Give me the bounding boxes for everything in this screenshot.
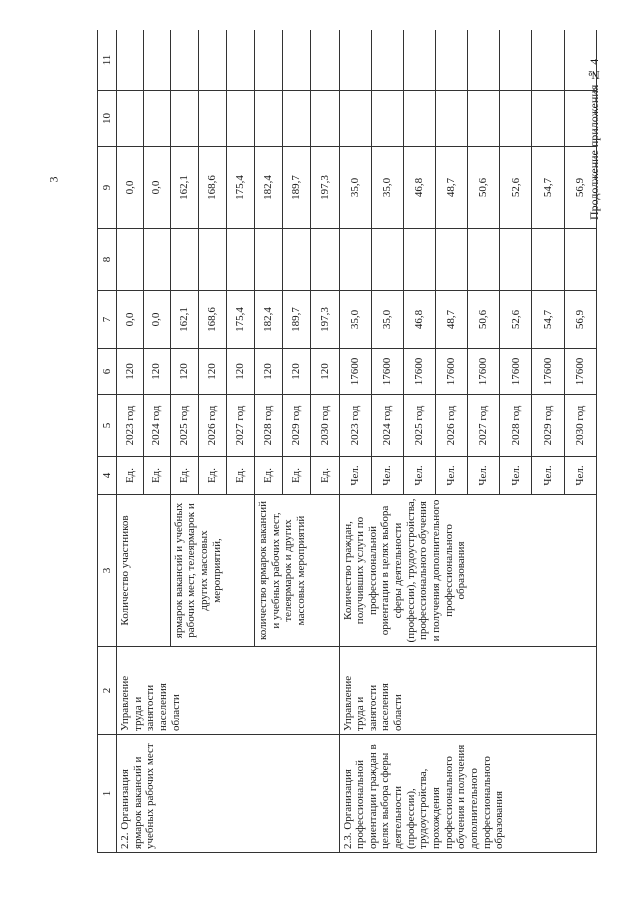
unit-cell: Чел. xyxy=(403,457,435,495)
value-cell: 120 xyxy=(198,349,226,395)
empty-cell xyxy=(198,30,226,91)
empty-cell xyxy=(564,30,596,91)
empty-cell xyxy=(436,91,468,147)
header-cell: 11 xyxy=(98,30,117,91)
value-cell: 0,0 xyxy=(143,291,170,349)
empty-cell xyxy=(311,91,339,147)
empty-cell xyxy=(198,91,226,147)
value-cell: 35,0 xyxy=(371,147,403,229)
value-cell: 168,6 xyxy=(198,147,226,229)
empty-cell xyxy=(283,30,311,91)
value-cell: 162,1 xyxy=(170,147,198,229)
empty-cell xyxy=(500,30,532,91)
unit-cell: Ед. xyxy=(283,457,311,495)
empty-cell xyxy=(226,229,254,291)
empty-cell xyxy=(564,229,596,291)
value-cell: 162,1 xyxy=(170,291,198,349)
empty-cell xyxy=(403,229,435,291)
value-cell: 50,6 xyxy=(468,291,500,349)
value-cell: 120 xyxy=(311,349,339,395)
empty-cell xyxy=(170,229,198,291)
empty-cell xyxy=(339,229,371,291)
year-cell: 2025 год xyxy=(170,395,198,457)
value-cell: 50,6 xyxy=(468,147,500,229)
value-cell: 46,8 xyxy=(403,291,435,349)
empty-cell xyxy=(339,30,371,91)
value-cell: 46,8 xyxy=(403,147,435,229)
value-cell: 189,7 xyxy=(283,291,311,349)
value-cell: 120 xyxy=(255,349,283,395)
empty-cell xyxy=(500,91,532,147)
value-cell: 35,0 xyxy=(339,291,371,349)
unit-cell: Чел. xyxy=(371,457,403,495)
header-row xyxy=(98,30,117,853)
value-cell: 175,4 xyxy=(226,291,254,349)
value-cell: 17600 xyxy=(436,349,468,395)
value-cell: 120 xyxy=(170,349,198,395)
header-cell: 8 xyxy=(98,229,117,291)
value-cell: 0,0 xyxy=(117,147,144,229)
empty-cell xyxy=(436,30,468,91)
unit-cell: Ед. xyxy=(198,457,226,495)
empty-cell xyxy=(311,30,339,91)
header-cell: 5 xyxy=(98,395,117,457)
empty-cell xyxy=(198,229,226,291)
unit-cell: Ед. xyxy=(143,457,170,495)
empty-cell xyxy=(283,229,311,291)
header-cell: 2 xyxy=(98,647,117,735)
unit-cell: Ед. xyxy=(170,457,198,495)
program-table xyxy=(97,30,597,853)
header-cell: 1 xyxy=(98,735,117,853)
table-container xyxy=(97,30,597,853)
empty-cell xyxy=(255,30,283,91)
measure-name-cell: 2.2. Организация ярмарок вакансий и учебных рабочих мест xyxy=(117,735,340,853)
header-cell: 3 xyxy=(98,495,117,647)
value-cell: 17600 xyxy=(339,349,371,395)
page-number: 3 xyxy=(46,176,61,183)
measure-name-cell: 2.3. Организация профессиональной ориентации граждан в целях выбора сферы деятельности (профессии), трудоустройства, прохождения профессионального обучения и получения дополнительного профессионального образования xyxy=(339,735,596,853)
unit-cell: Чел. xyxy=(468,457,500,495)
unit-cell: Чел. xyxy=(564,457,596,495)
empty-cell xyxy=(226,30,254,91)
year-cell: 2025 год xyxy=(403,395,435,457)
indicator-cell: ярмарок вакансий и учебных рабочих мест, телеярмарок и других массовых мероприятий, xyxy=(170,495,254,647)
header-cell: 10 xyxy=(98,91,117,147)
appendix-continuation-note: Продолжение приложения № 4 xyxy=(587,58,601,220)
header-cell: 4 xyxy=(98,457,117,495)
value-cell: 17600 xyxy=(371,349,403,395)
unit-cell: Ед. xyxy=(255,457,283,495)
value-cell: 0,0 xyxy=(117,291,144,349)
empty-cell xyxy=(143,30,170,91)
value-cell: 182,4 xyxy=(255,147,283,229)
unit-cell: Ед. xyxy=(311,457,339,495)
empty-cell xyxy=(468,91,500,147)
table-row xyxy=(339,30,371,853)
empty-cell xyxy=(143,91,170,147)
indicator-cell: количество ярмарок вакансий и учебных рабочих мест, телеярмарок и других массовых мероприятий xyxy=(255,495,339,647)
value-cell: 197,3 xyxy=(311,291,339,349)
empty-cell xyxy=(255,91,283,147)
year-cell: 2024 год xyxy=(143,395,170,457)
empty-cell xyxy=(117,229,144,291)
unit-cell: Чел. xyxy=(436,457,468,495)
year-cell: 2027 год xyxy=(226,395,254,457)
unit-cell: Ед. xyxy=(226,457,254,495)
year-cell: 2023 год xyxy=(117,395,144,457)
empty-cell xyxy=(403,91,435,147)
year-cell: 2030 год xyxy=(564,395,596,457)
table-row xyxy=(117,30,144,853)
indicator-cell: Количество участников xyxy=(117,495,171,647)
value-cell: 17600 xyxy=(564,349,596,395)
empty-cell xyxy=(532,30,564,91)
empty-cell xyxy=(468,30,500,91)
value-cell: 168,6 xyxy=(198,291,226,349)
header-cell: 7 xyxy=(98,291,117,349)
value-cell: 48,7 xyxy=(436,291,468,349)
empty-cell xyxy=(170,30,198,91)
empty-cell xyxy=(371,229,403,291)
value-cell: 54,7 xyxy=(532,147,564,229)
unit-cell: Чел. xyxy=(500,457,532,495)
empty-cell xyxy=(468,229,500,291)
value-cell: 0,0 xyxy=(143,147,170,229)
value-cell: 120 xyxy=(143,349,170,395)
value-cell: 35,0 xyxy=(371,291,403,349)
unit-cell: Чел. xyxy=(339,457,371,495)
value-cell: 56,9 xyxy=(564,147,596,229)
empty-cell xyxy=(283,91,311,147)
year-cell: 2029 год xyxy=(532,395,564,457)
year-cell: 2028 год xyxy=(500,395,532,457)
value-cell: 120 xyxy=(226,349,254,395)
unit-cell: Чел. xyxy=(532,457,564,495)
empty-cell xyxy=(170,91,198,147)
value-cell: 52,6 xyxy=(500,147,532,229)
value-cell: 175,4 xyxy=(226,147,254,229)
year-cell: 2024 год xyxy=(371,395,403,457)
empty-cell xyxy=(255,229,283,291)
empty-cell xyxy=(532,229,564,291)
indicator-cell: Количество граждан, получивших услуги по профессиональной ориентации в целях выбора сферы деятельности (профессии), трудоустройства, профессионального обучения и получения дополнительного профессионального образования xyxy=(339,495,596,647)
value-cell: 17600 xyxy=(468,349,500,395)
empty-cell xyxy=(564,91,596,147)
unit-cell: Ед. xyxy=(117,457,144,495)
value-cell: 17600 xyxy=(532,349,564,395)
value-cell: 120 xyxy=(283,349,311,395)
year-cell: 2026 год xyxy=(198,395,226,457)
value-cell: 182,4 xyxy=(255,291,283,349)
empty-cell xyxy=(500,229,532,291)
value-cell: 54,7 xyxy=(532,291,564,349)
year-cell: 2030 год xyxy=(311,395,339,457)
year-cell: 2029 год xyxy=(283,395,311,457)
value-cell: 120 xyxy=(117,349,144,395)
empty-cell xyxy=(117,91,144,147)
year-cell: 2023 год xyxy=(339,395,371,457)
year-cell: 2027 год xyxy=(468,395,500,457)
empty-cell xyxy=(143,229,170,291)
empty-cell xyxy=(311,229,339,291)
executor-cell: Управление труда и занятости населения области xyxy=(117,647,340,735)
empty-cell xyxy=(226,91,254,147)
value-cell: 197,3 xyxy=(311,147,339,229)
value-cell: 56,9 xyxy=(564,291,596,349)
value-cell: 17600 xyxy=(500,349,532,395)
value-cell: 189,7 xyxy=(283,147,311,229)
empty-cell xyxy=(339,91,371,147)
empty-cell xyxy=(117,30,144,91)
value-cell: 48,7 xyxy=(436,147,468,229)
empty-cell xyxy=(436,229,468,291)
header-cell: 9 xyxy=(98,147,117,229)
value-cell: 35,0 xyxy=(339,147,371,229)
empty-cell xyxy=(371,91,403,147)
year-cell: 2028 год xyxy=(255,395,283,457)
year-cell: 2026 год xyxy=(436,395,468,457)
value-cell: 52,6 xyxy=(500,291,532,349)
rotated-table xyxy=(97,30,597,853)
value-cell: 17600 xyxy=(403,349,435,395)
empty-cell xyxy=(532,91,564,147)
empty-cell xyxy=(371,30,403,91)
empty-cell xyxy=(403,30,435,91)
executor-cell: Управление труда и занятости населения области xyxy=(339,647,596,735)
header-cell: 6 xyxy=(98,349,117,395)
